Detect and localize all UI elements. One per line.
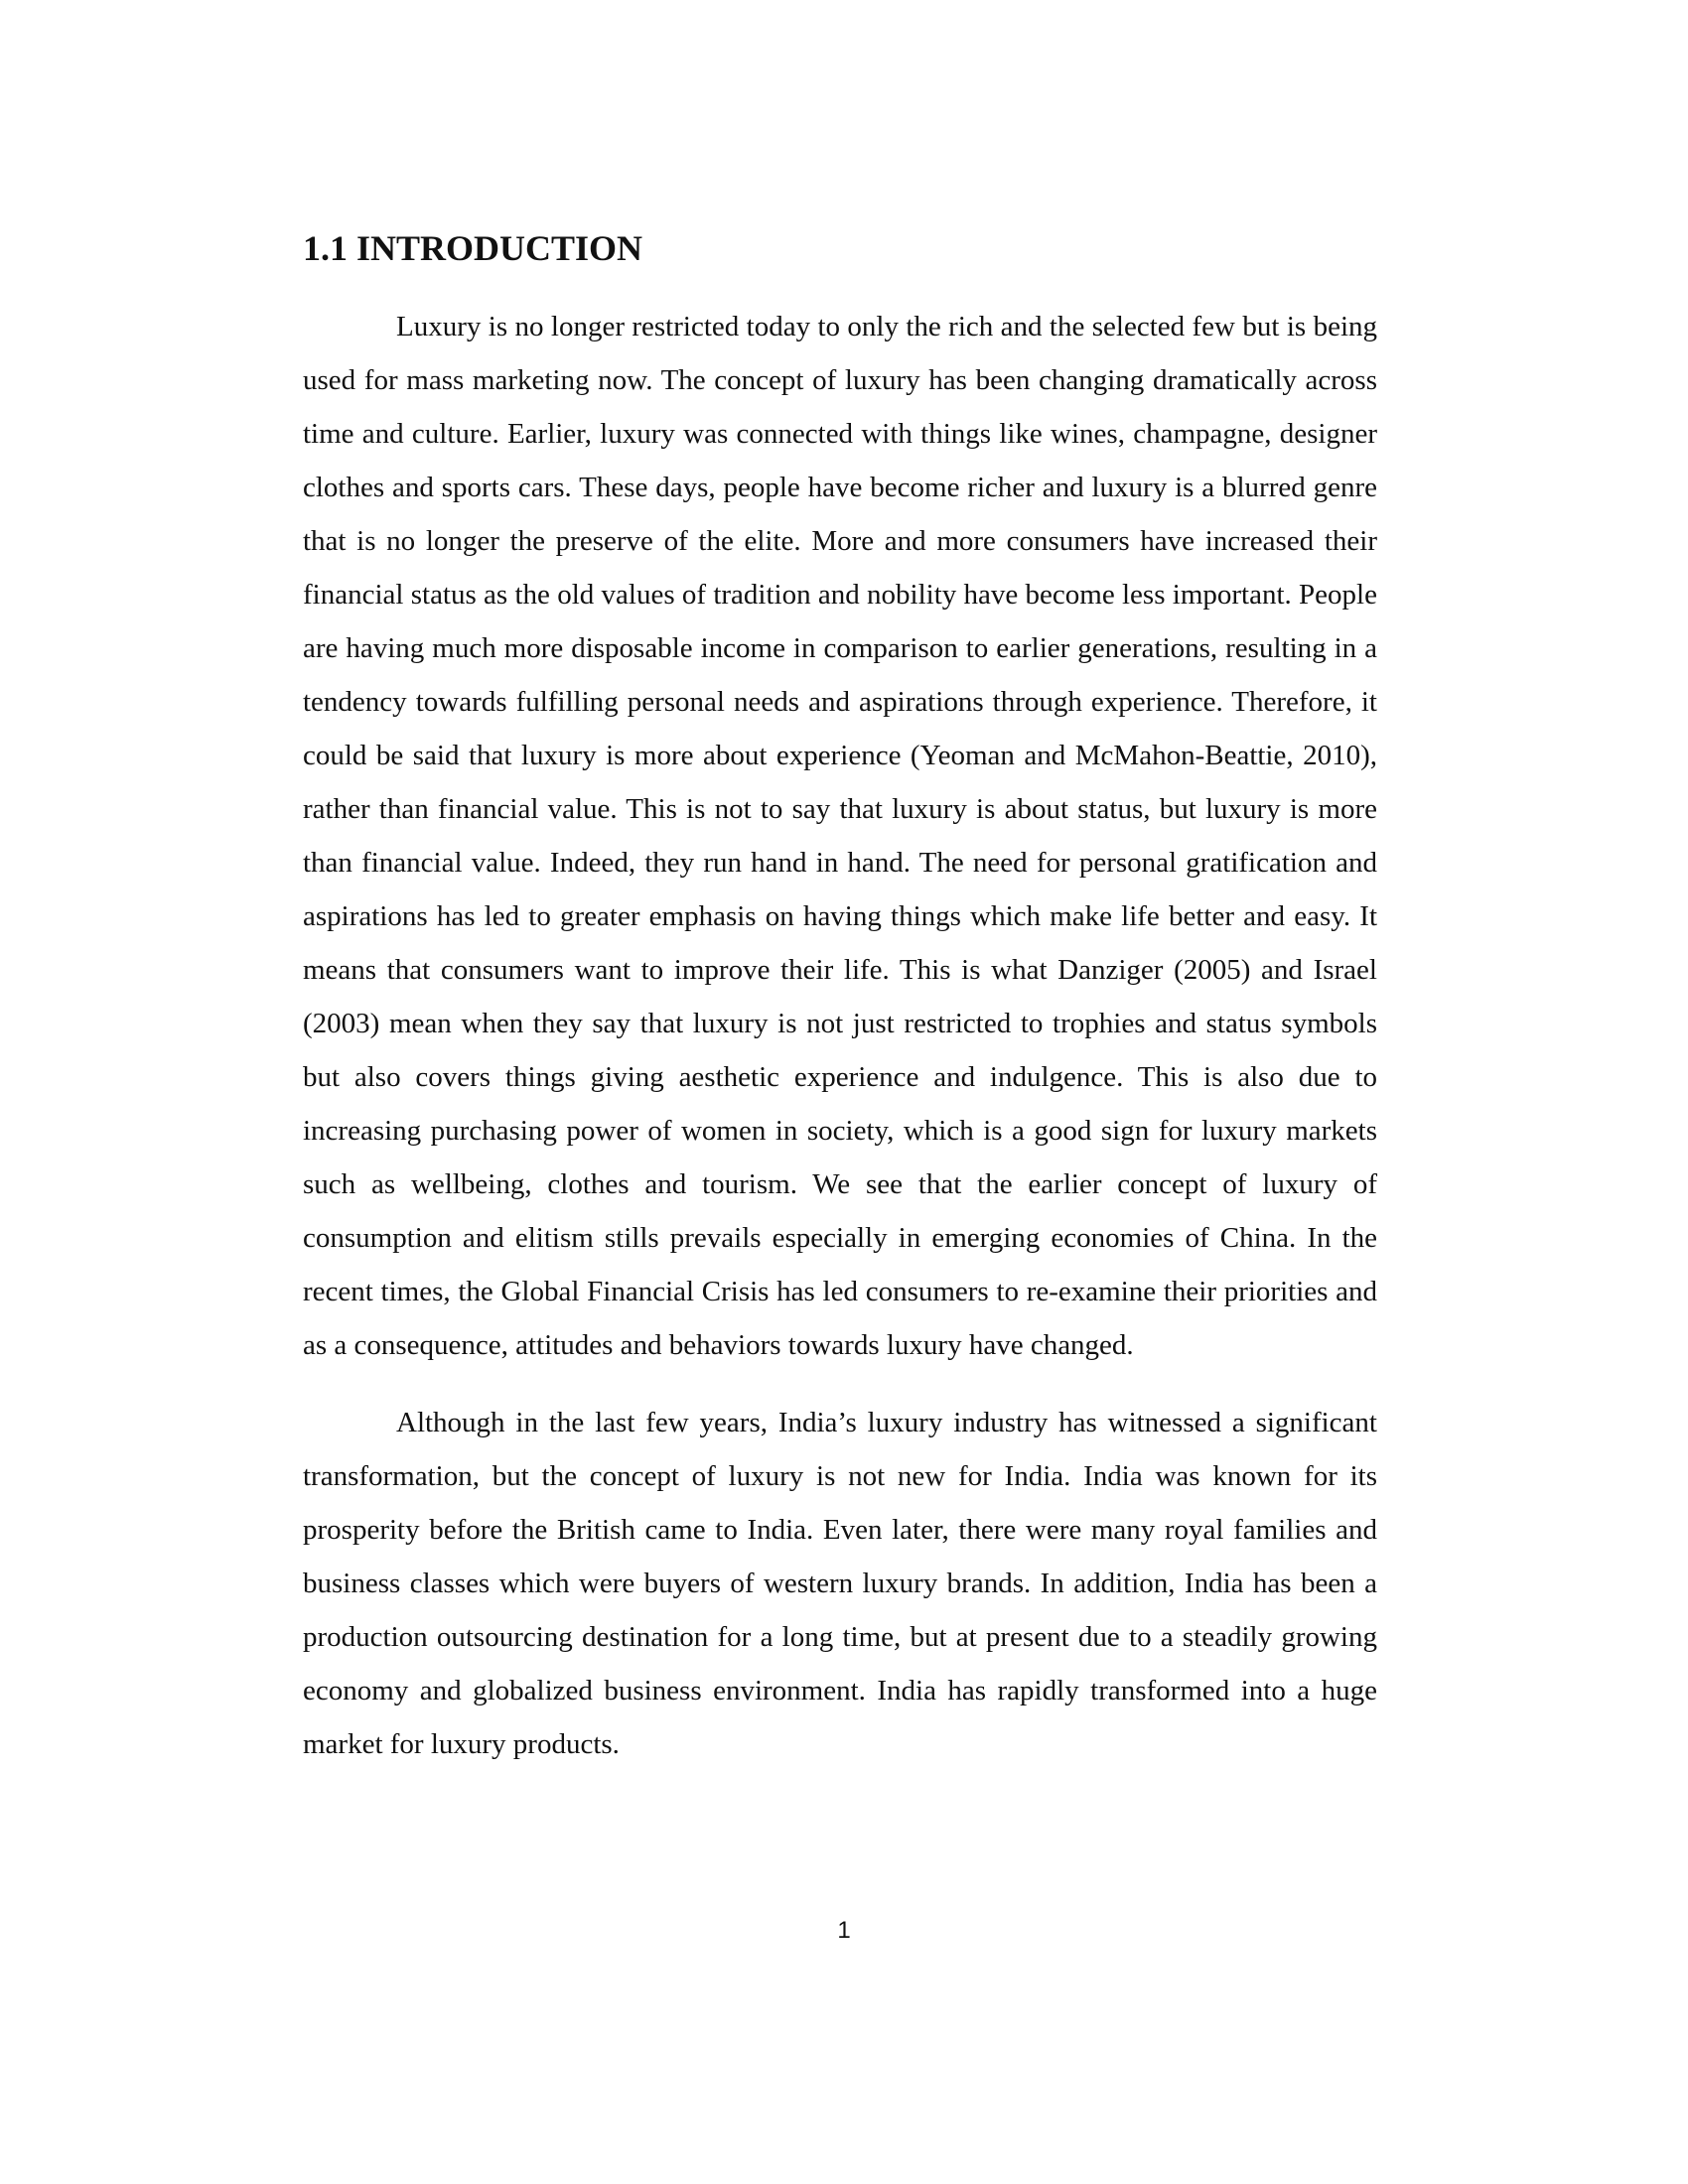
- paragraph-1: Luxury is no longer restricted today to only the rich and the selected few but is being used for mass marketing now. The concept of luxury has been changing dramatically across time and culture. Earlier, luxury was connected with things like wines, champagne, designer clothes and sports cars. These days, people have become richer and luxury is a blurred genre that is no longer the preserve of the elite. More and more consumers have increased their financial status as the old values of tradition and nobility have become less important. People are having much more disposable income in comparison to earlier generations, resulting in a tendency towards fulfilling personal needs and aspirations through experience. Therefore, it could be said that luxury is more about experience (Yeoman and McMahon-Beattie, 2010), rather than financial value. This is not to say that luxury is about status, but luxury is more than financial value. Indeed, they run hand in hand. The need for personal gratification and aspirations has led to greater emphasis on having things which make life better and easy. It means that consumers want to improve their life. This is what Danziger (2005) and Israel (2003) mean when they say that luxury is not just restricted to trophies and status symbols but also covers things giving aesthetic experience and indulgence. This is also due to increasing purchasing power of women in society, which is a good sign for luxury markets such as wellbeing, clothes and tourism. We see that the earlier concept of luxury of consumption and elitism stills prevails especially in emerging economies of China. In the recent times, the Global Financial Crisis has led consumers to re-examine their priorities and as a consequence, attitudes and behaviors towards luxury have changed.: [303, 311, 1377, 1361]
- paragraph-2: Although in the last few years, India’s luxury industry has witnessed a significant transformation, but the concept of luxury is not new for India. India was known for its prosperity before the British came to India. Even later, there were many royal families and business classes which were buyers of western luxury brands. In addition, India has been a production outsourcing destination for a long time, but at present due to a steadily growing economy and globalized business environment. India has rapidly transformed into a huge market for luxury products.: [303, 1407, 1377, 1760]
- section-heading: 1.1 INTRODUCTION: [303, 228, 643, 268]
- page-content: [303, 226, 1377, 1771]
- page-number: 1: [837, 1917, 851, 1944]
